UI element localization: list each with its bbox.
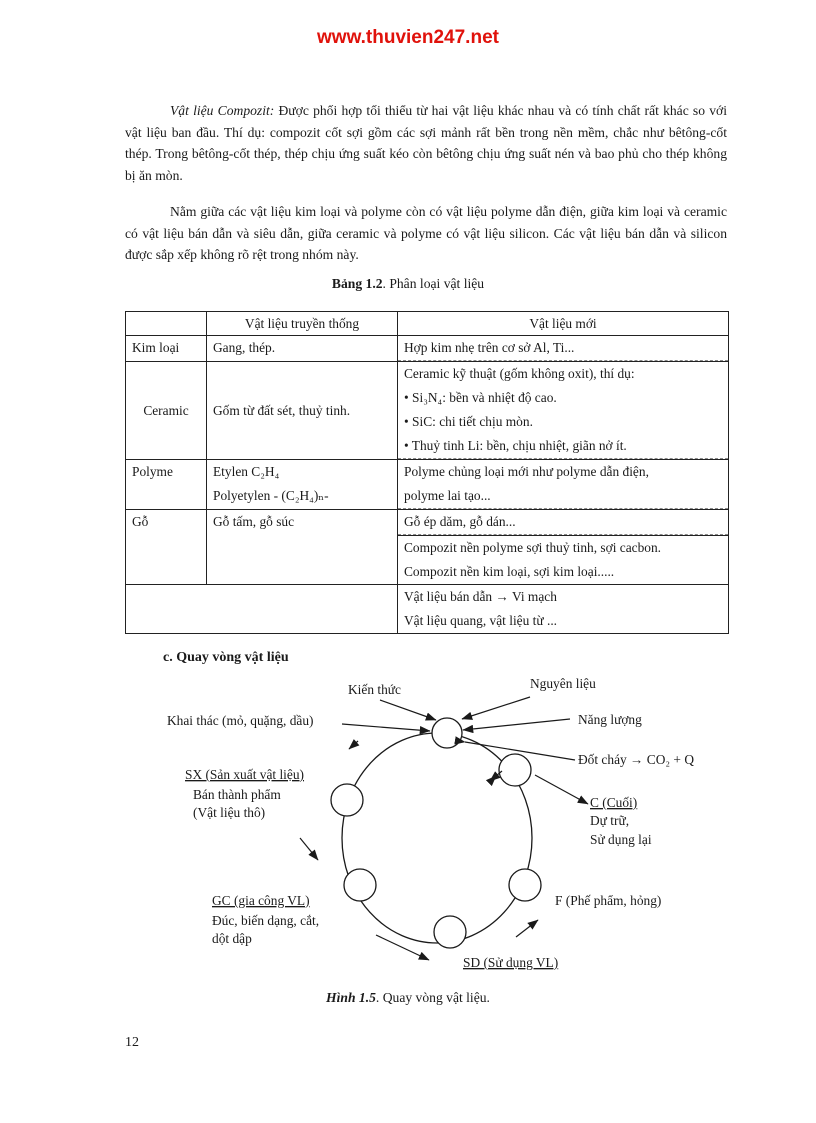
node-use <box>434 916 466 948</box>
label-end-line1: Dự trữ, <box>590 813 630 828</box>
page-number: 12 <box>125 1035 139 1050</box>
cell-new-line: Vật liệu bán dẫn → Vi mạch <box>404 589 557 604</box>
label-knowledge: Kiến thức <box>348 682 401 697</box>
cell-new-line: Compozit nền kim loại, sợi kim loại..... <box>404 564 615 579</box>
arrow-knowledge <box>380 700 436 720</box>
arrow-processing-to-use <box>376 935 429 960</box>
arrow-energy <box>463 719 570 730</box>
arrow-production-to-processing <box>300 838 318 860</box>
figure-caption <box>0 990 816 1006</box>
table-caption-text: . Phân loại vật liệu <box>382 276 485 291</box>
polymer-body: Nằm giữa các vật liệu kim loại và polyme còn có vật liệu polyme dẫn điện, giữa kim loại và ceramic có vật liệu bán dẫn và siêu dẫn, giữa ceramic và polyme có vật liệu silicon. Các vật liệu bán dẫn và silicon được sắp xếp không rõ rệt trong nhóm này. <box>125 204 727 263</box>
cell-new: Gỗ ép dăm, gỗ dán... <box>398 510 728 535</box>
cell-new-line: • Thuỷ tinh Li: bền, chịu nhiệt, giãn nở ít. <box>398 434 728 459</box>
arrow-raw-materials <box>462 697 530 719</box>
cell-category: Ceramic <box>143 402 189 418</box>
label-processing-title: GC (gia công VL) <box>212 893 310 908</box>
cell-traditional: Gang, thép. <box>213 340 276 355</box>
label-combustion: Đốt cháy → CO₂ + Q <box>578 752 694 767</box>
cell-new-line: Polyme chủng loại mới như polyme dẫn điện, <box>404 464 649 479</box>
label-production-title: SX (Sản xuất vật liệu) <box>185 767 305 782</box>
header-traditional: Vật liệu truyền thống <box>207 312 398 336</box>
label-energy: Năng lượng <box>578 712 642 727</box>
label-raw-materials: Nguyên liệu <box>530 676 596 691</box>
cell-new-line: Compozit nền polyme sợi thuỷ tinh, sợi cacbon. <box>404 540 662 555</box>
label-end-line2: Sử dụng lại <box>590 832 652 847</box>
table-caption-label: Bảng 1.2 <box>331 276 383 291</box>
cell-traditional-line: Etylen C₂H₄ <box>213 464 280 479</box>
label-waste: F (Phế phẩm, hỏng) <box>555 893 662 908</box>
label-use-title: SD (Sử dụng VL) <box>463 955 559 970</box>
composite-term: Vật liệu Compozit: <box>170 103 275 118</box>
label-mining: Khai thác (mỏ, quặng, dầu) <box>167 713 314 728</box>
label-end-title: C (Cuối) <box>590 795 638 810</box>
node-end <box>499 754 531 786</box>
cell-new-line: • SiC: chi tiết chịu mòn. <box>404 414 533 429</box>
cell-new-line: Ceramic kỹ thuật (gốm không oxit), thí dụ: <box>404 366 635 381</box>
cell-new-line: Vật liệu quang, vật liệu từ ... <box>404 613 558 628</box>
cell-traditional: Gốm từ đất sét, thuỷ tinh. <box>213 402 351 418</box>
watermark: www.thuvien247.net <box>317 27 499 48</box>
node-top <box>432 718 462 748</box>
cell-category: Polyme <box>132 464 173 479</box>
cell-new-line: polyme lai tạo... <box>398 484 728 509</box>
label-processing-line2: dột dập <box>212 931 252 946</box>
arrow-mining <box>342 724 430 731</box>
cell-new-line: • Si₃N₄: bền và nhiệt độ cao. <box>404 390 557 405</box>
composite-body: Được phối hợp tối thiểu từ hai vật liệu khác nhau và có tính chất rất khác so với vật liệu ban đầu. Thí dụ: compozit cốt sợi gồm các sợi mảnh rất bền trong nền mềm, chắc như bêtông-cốt thép. Trong bêtông-cốt thép, thép chịu ứng suất kéo còn bêtông chịu ứng suất nén và bao phủ cho thép không bị ăn mòn. <box>125 103 727 183</box>
section-heading: c. Quay vòng vật liệu <box>163 650 289 665</box>
arrow-use-to-waste <box>516 920 538 937</box>
cell-traditional-line: Polyetylen - (C₂H₄)ₙ- <box>213 488 329 503</box>
cell-traditional: Gỗ tấm, gỗ súc <box>213 514 295 529</box>
arrow-to-production <box>349 741 358 749</box>
label-production-line1: Bán thành phẩm <box>193 787 281 802</box>
figure-caption-label: Hình 1.5 <box>326 990 376 1005</box>
cell-category: Kim loại <box>132 340 180 355</box>
label-processing-line1: Đúc, biến dạng, cắt, <box>212 913 320 928</box>
label-production-line2: (Vật liệu thô) <box>193 805 266 820</box>
cell-category: Gỗ <box>132 514 149 529</box>
arrow-end <box>535 775 588 804</box>
cell-new: Hợp kim nhẹ trên cơ sở Al, Ti... <box>398 336 728 361</box>
node-processing <box>344 869 376 901</box>
node-production <box>331 784 363 816</box>
node-waste <box>509 869 541 901</box>
figure-caption-text: . Quay vòng vật liệu. <box>375 990 490 1005</box>
header-new: Vật liệu mới <box>398 312 729 336</box>
